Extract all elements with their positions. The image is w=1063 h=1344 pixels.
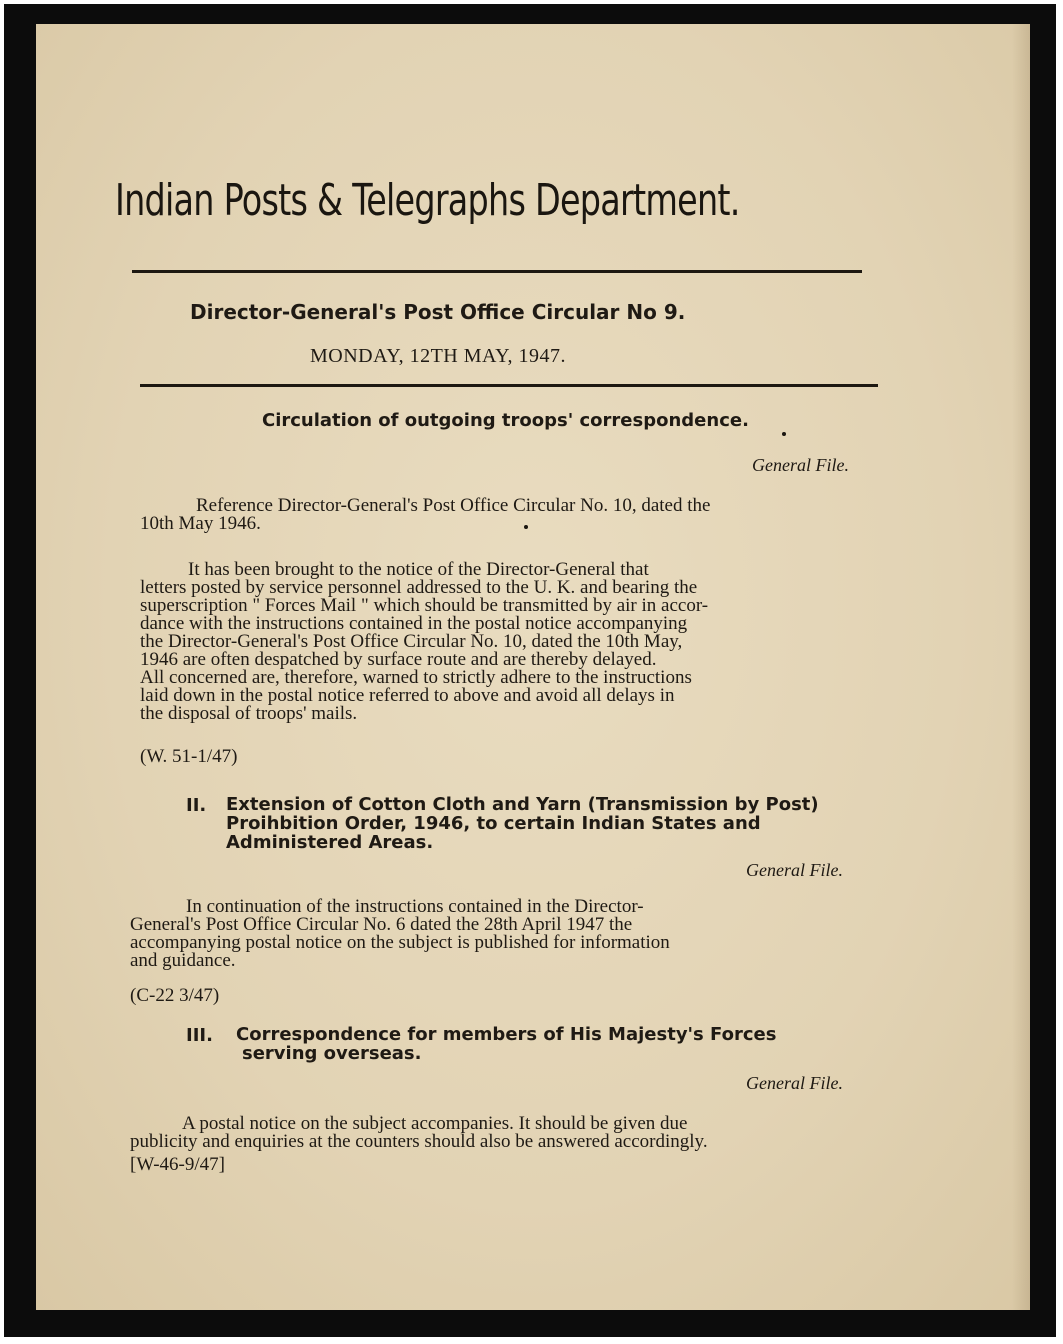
header-rule-top xyxy=(132,270,862,273)
circular-date: MONDAY, 12TH MAY, 1947. xyxy=(310,345,567,367)
ink-dot xyxy=(782,432,786,436)
section-1-file: General File. xyxy=(752,455,849,475)
section-3-body-paragraph xyxy=(130,1115,860,1151)
header-rule-bottom xyxy=(140,384,878,387)
title-line: Administered Areas. xyxy=(226,832,434,853)
text-line: the Director-General's Post Office Circular No. 10, dated the 10th May, xyxy=(140,631,683,652)
text-line: accompanying postal notice on the subject is published for information xyxy=(130,932,670,953)
section-3-file: General File. xyxy=(746,1073,843,1093)
text-line: A postal notice on the subject accompanies. It should be given due xyxy=(182,1113,688,1134)
department-heading: Indian Posts & Telegraphs Department. xyxy=(115,175,740,226)
text-line: letters posted by service personnel addressed to the U. K. and bearing the xyxy=(140,577,698,598)
section-1-reference-code: (W. 51-1/47) xyxy=(140,746,238,767)
section-3-reference-code: [W-46-9/47] xyxy=(130,1154,225,1175)
title-line: Extension of Cotton Cloth and Yarn (Transmission by Post) xyxy=(226,794,819,815)
circular-number: Director-General's Post Office Circular No 9. xyxy=(190,300,686,324)
ink-dot xyxy=(524,525,528,529)
text-line: Reference Director-General's Post Office Circular No. 10, dated the xyxy=(196,495,711,516)
section-2-file: General File. xyxy=(746,860,843,880)
section-3-title xyxy=(236,1025,816,1063)
title-line: Proihbition Order, 1946, to certain Indian States and xyxy=(226,813,761,834)
text-line: dance with the instructions contained in the postal notice accompanying xyxy=(140,613,688,634)
section-1-reference-paragraph xyxy=(140,497,865,533)
section-2-number: II. xyxy=(186,795,207,816)
section-2-reference-code: (C-22 3/47) xyxy=(130,985,220,1006)
text-line: All concerned are, therefore, warned to strictly adhere to the instructions xyxy=(140,667,692,688)
text-line: It has been brought to the notice of the Director-General that xyxy=(188,559,649,580)
text-line: and guidance. xyxy=(130,950,236,971)
text-line: 1946 are often despatched by surface route and are thereby delayed. xyxy=(140,649,657,670)
text-line: General's Post Office Circular No. 6 dated the 28th April 1947 the xyxy=(130,914,633,935)
title-line: serving overseas. xyxy=(242,1043,422,1064)
section-1-title: Circulation of outgoing troops' correspondence. xyxy=(262,410,749,431)
text-line: In continuation of the instructions contained in the Director- xyxy=(186,896,644,917)
section-2-body-paragraph xyxy=(130,898,860,970)
text-line: the disposal of troops' mails. xyxy=(140,703,358,724)
page-edge-shadow xyxy=(1012,24,1030,1310)
text-line: 10th May 1946. xyxy=(140,513,261,534)
section-1-body-paragraph xyxy=(140,561,865,723)
text-line: laid down in the postal notice referred to above and avoid all delays in xyxy=(140,685,675,706)
section-3-number: III. xyxy=(186,1025,213,1046)
text-line: publicity and enquiries at the counters should also be answered accordingly. xyxy=(130,1131,708,1152)
title-line: Correspondence for members of His Majesty's Forces xyxy=(236,1024,777,1045)
section-2-title xyxy=(226,795,836,852)
text-line: superscription " Forces Mail " which should be transmitted by air in accor- xyxy=(140,595,709,616)
